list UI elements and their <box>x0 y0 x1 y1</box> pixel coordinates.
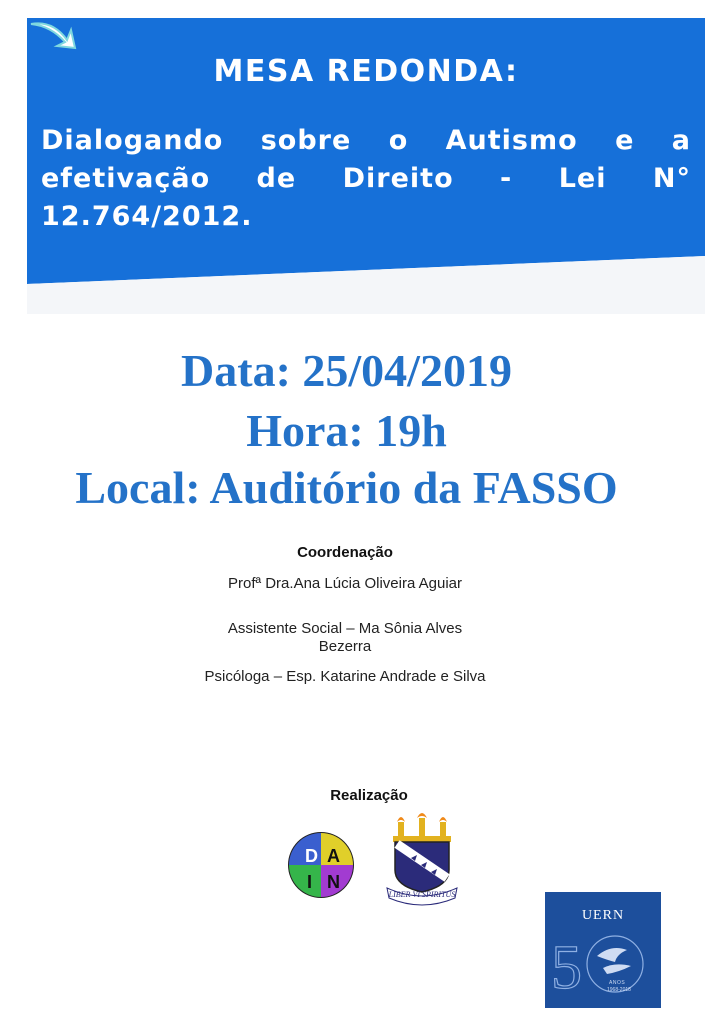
coordinator-psychologist: Psicóloga – Esp. Katarine Andrade e Silva <box>204 668 486 685</box>
event-date: Data: 25/04/2019 <box>181 345 512 396</box>
daian-letter-i: I <box>307 872 313 892</box>
crest-motto: LIBER VI SPIRITUS <box>388 890 456 899</box>
uern-name: UERN <box>581 908 625 923</box>
uern-anos: ANOS <box>609 980 626 986</box>
daian-letter-a: A <box>327 846 340 866</box>
daian-letter-n: N <box>327 872 340 892</box>
arrow-down-right-icon <box>27 18 79 52</box>
daian-letter-d: D <box>305 846 318 866</box>
coordinator-name: Profª Dra.Ana Lúcia Oliveira Aguiar <box>228 575 462 592</box>
uern-logo <box>545 892 661 1008</box>
coordinator-social-worker-line2: Bezerra <box>318 638 372 655</box>
daian-logo <box>283 830 363 900</box>
svg-text:5: 5 <box>551 934 582 1002</box>
banner-title: MESA REDONDA: <box>213 54 519 89</box>
uern-years: 1968-2018 <box>607 987 631 993</box>
uern-50-emblem <box>545 922 661 1008</box>
realization-heading: Realização <box>330 787 408 804</box>
banner-subtitle: Dialogando sobre o Autismo e a efetivação de Direito - Lei N° 12.764/2012. <box>41 125 691 232</box>
coordinator-social-worker-line1: Assistente Social – Ma Sônia Alves <box>227 620 463 637</box>
coordination-heading: Coordenação <box>297 544 393 561</box>
coordinator-social-worker <box>0 620 690 656</box>
header-banner <box>27 18 705 314</box>
event-time: Hora: 19h <box>246 405 447 456</box>
event-place: Local: Auditório da FASSO <box>75 462 618 513</box>
